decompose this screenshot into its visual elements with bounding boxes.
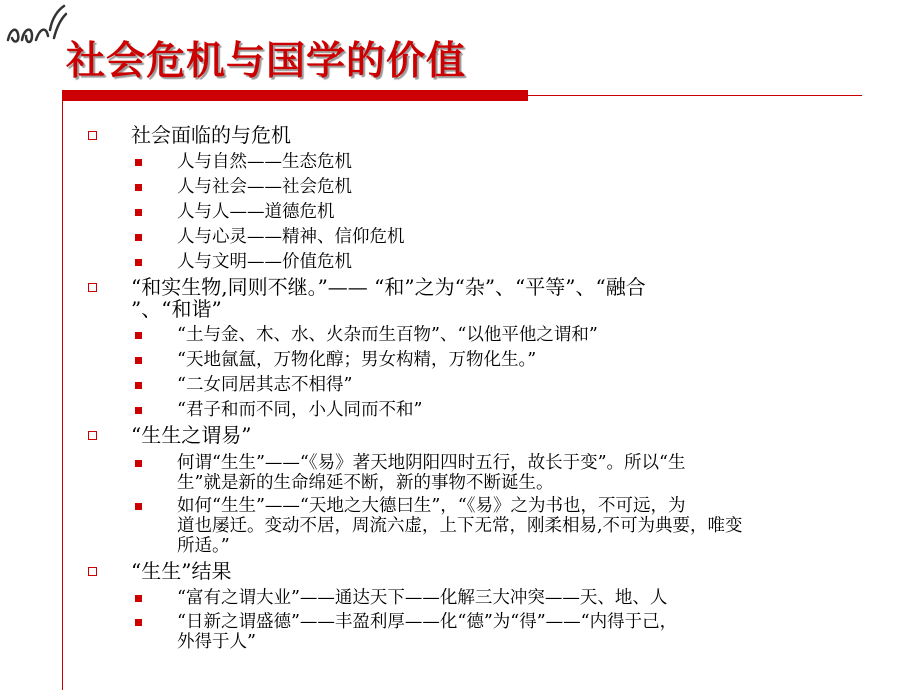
section-bullet-icon bbox=[88, 131, 97, 140]
list-item: “二女同居其志不相得” bbox=[177, 375, 353, 395]
section-bullet-icon bbox=[88, 431, 97, 440]
list-item: 人与人——道德危机 bbox=[177, 202, 335, 222]
logo-icon bbox=[2, 0, 68, 48]
list-item: “土与金、木、水、火杂而生百物”、“以他平他之谓和” bbox=[177, 325, 598, 345]
section-heading: 社会面临的与危机 bbox=[131, 123, 291, 147]
item-bullet-icon bbox=[135, 595, 142, 602]
left-margin-line bbox=[62, 90, 63, 690]
item-bullet-icon bbox=[135, 407, 142, 414]
section-bullet-icon bbox=[88, 567, 97, 576]
item-bullet-icon bbox=[135, 357, 142, 364]
item-bullet-icon bbox=[135, 259, 142, 266]
item-bullet-icon bbox=[135, 503, 142, 510]
list-item: 如何“生生”——“天地之大德曰生”，“《易》之为书也，不可远，为 道也屡迁。变动不居，周流六虚，上下无常，刚柔相易,不可为典要，唯变 所适。” bbox=[177, 496, 743, 556]
list-item: 人与文明——价值危机 bbox=[177, 252, 352, 272]
list-item: “天地氤氲，万物化醇；男女构精，万物化生。” bbox=[177, 350, 537, 370]
item-bullet-icon bbox=[135, 619, 142, 626]
item-bullet-icon bbox=[135, 460, 142, 467]
list-item: “富有之谓大业”——通达天下——化解三大冲突——天、地、人 bbox=[177, 588, 668, 608]
section-heading: “生生”结果 bbox=[131, 559, 232, 583]
section-bullet-icon bbox=[88, 283, 97, 292]
list-item: 人与社会——社会危机 bbox=[177, 177, 352, 197]
item-bullet-icon bbox=[135, 382, 142, 389]
item-bullet-icon bbox=[135, 234, 142, 241]
list-item: 何谓“生生”——“《易》著天地阴阳四时五行，故长于变”。所以“生 生”就是新的生命绵延不断，新的事物不断诞生。 bbox=[177, 453, 686, 493]
title-underline-bar bbox=[62, 90, 528, 101]
item-bullet-icon bbox=[135, 184, 142, 191]
item-bullet-icon bbox=[135, 332, 142, 339]
list-item: 人与心灵——精神、信仰危机 bbox=[177, 227, 405, 247]
item-bullet-icon bbox=[135, 209, 142, 216]
item-bullet-icon bbox=[135, 159, 142, 166]
list-item: “君子和而不同，小人同而不和” bbox=[177, 400, 423, 420]
section-heading: “生生之谓易” bbox=[131, 423, 252, 447]
slide-title: 社会危机与国学的价值 bbox=[66, 39, 467, 84]
list-item: “日新之谓盛德”——丰盈利厚——化“德”为“得”——“内得于己， 外得于人” bbox=[177, 612, 678, 652]
list-item: 人与自然——生态危机 bbox=[177, 152, 352, 172]
section-heading: “和实生物,同则不继。”—— “和”之为“杂”、“平等”、“融合 ”、“和谐” bbox=[131, 275, 646, 321]
title-underline-line bbox=[528, 95, 862, 96]
